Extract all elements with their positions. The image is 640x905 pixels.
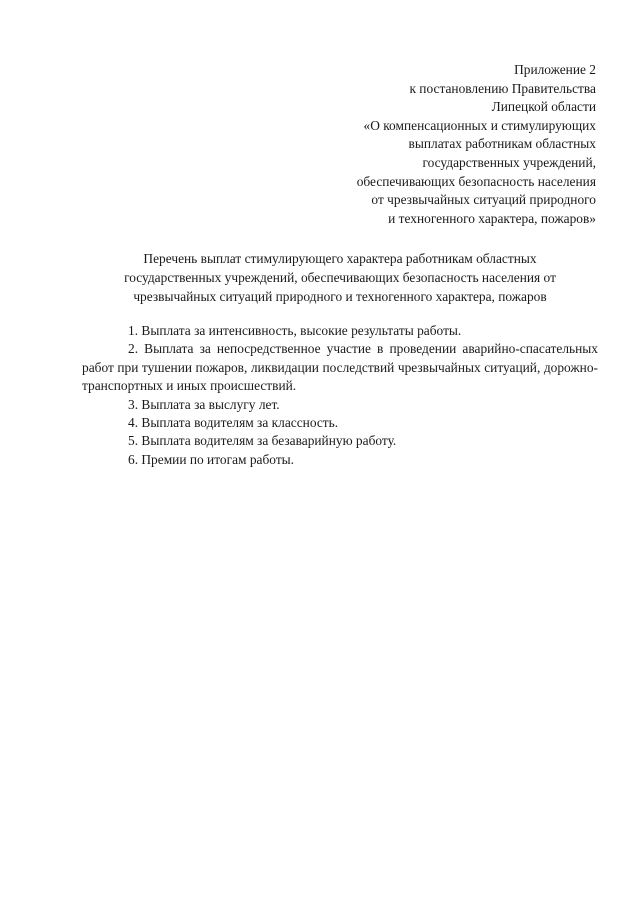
title-line: государственных учреждений, обеспечивающих безопасность населения от [124, 270, 556, 285]
appendix-line: государственных учреждений, [422, 154, 596, 170]
document-title [80, 249, 600, 306]
title-line: Перечень выплат стимулирующего характера работникам областных [143, 251, 537, 266]
appendix-line: обеспечивающих безопасность населения [356, 173, 596, 189]
appendix-line: выплатах работникам областных [408, 136, 596, 152]
title-line: чрезвычайных ситуаций природного и техногенного характера, пожаров [133, 289, 547, 304]
appendix-line: Липецкой области [491, 99, 596, 115]
appendix-header [296, 61, 596, 228]
appendix-line: Приложение 2 [514, 62, 596, 77]
list-item: 6. Премии по итогам работы. [128, 451, 295, 467]
list-item: 1. Выплата за интенсивность, высокие результаты работы. [128, 323, 462, 338]
list-item: 5. Выплата водителям за безаварийную работу. [128, 433, 397, 449]
appendix-line: к постановлению Правительства [409, 80, 596, 96]
list-item: 4. Выплата водителям за классность. [128, 415, 339, 431]
appendix-line: и техногенного характера, пожаров» [388, 210, 596, 226]
payments-list [82, 322, 598, 469]
list-item: 3. Выплата за выслугу лет. [128, 396, 280, 412]
appendix-line: от чрезвычайных ситуаций природного [371, 192, 596, 208]
appendix-line: «О компенсационных и стимулирующих [363, 117, 596, 133]
list-item: 2. Выплата за непосредственное участие в проведении аварийно-спасательных работ при тушении пожаров, ликвидации последствий чрезвычайных ситуаций, дорожно-транспортных и иных происшествий. [82, 341, 598, 394]
